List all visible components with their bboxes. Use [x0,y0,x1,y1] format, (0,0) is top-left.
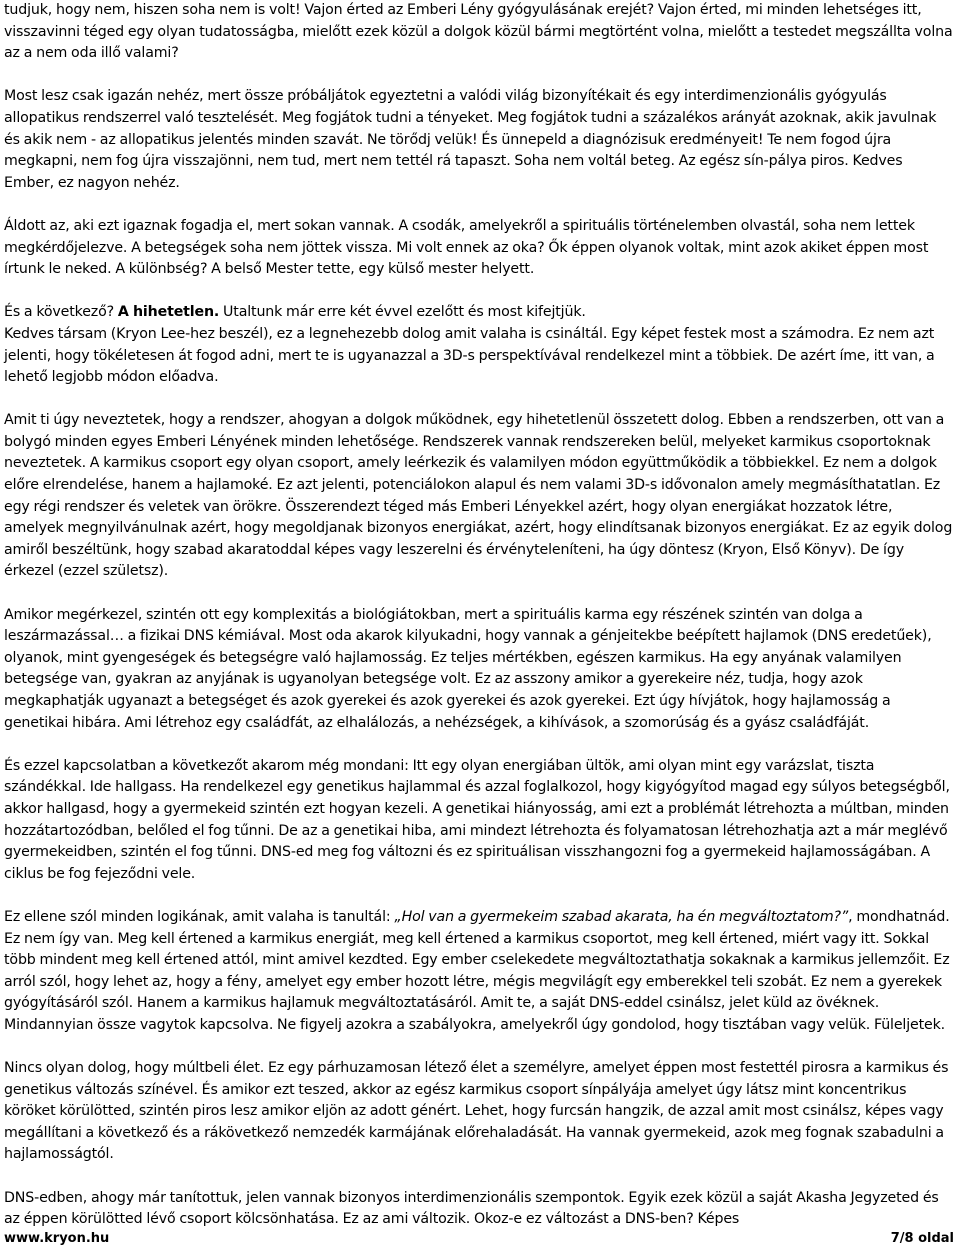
document-page [4,0,954,1252]
paragraph-3: Áldott az, aki ezt igaznak fogadja el, mert sokan vannak. A csodák, amelyekről a spirituális történelemben olvastál, soha nem lettek megkérdőjelezve. A betegségek soha nem jöttek vissza. Mi volt ennek az oka? Ők éppen olyanok voltak, mint azok akiket éppen most írtunk le neked. A különbség? A belső Mester tette, egy külső mester helyett. [4,217,929,278]
paragraph-5: Kedves társam (Kryon Lee-hez beszél), ez a legnehezebb dolog amit valaha is csináltál. Egy képet festek most a számodra. Ez nem azt jelenti, hogy tökéletesen át fogod adni, mert te is ugyanazzal a 3D-s perspektívával rendelkezel mint a többiek. De azért íme, itt van, a lehető legjobb módon előadva. [4,325,935,386]
footer-page-number: 7/8 oldal [890,1230,954,1246]
paragraph-4-lead: És a következő? [4,304,118,321]
paragraph-9-tail: , mondhatnád. Ez nem így van. Meg kell értened a karmikus energiát, meg kell értened a karmikus csoportot, meg kell értened, miért vagy itt. Sokkal több mindent meg kell értened attól, mint amivel kezdted. Egy ember cselekedete megváltoztathatja sokaknak a karmikus jellemzőit. Ez arról szól, hogy lehet az, hogy a fény, amelyet egy ember hozott létre, mégis megvilágít egy emberekkel teli szobát. Ez nem a gyerekek gyógyításáról szól. Hanem a karmikus hajlamuk megváltoztatásáról. Amit te, a saját DNS-eddel csinálsz, jelet küld az övéknek. Mindannyian össze vagytok kapcsolva. Ne figyelj azokra a szabályokra, amelyekről úgy gondolod, hogy tisztában vagy velük. Füleljetek. [4,908,950,1033]
footer-site: www.kryon.hu [4,1230,110,1246]
paragraph-9-lead: Ez ellene szól minden logikának, amit valaha is tanultál: [4,908,395,925]
paragraph-10: Nincs olyan dolog, hogy múltbeli élet. Ez egy párhuzamosan létező élet a személyre, amelyet éppen most festettél pirosra a karmikus és genetikus változás színével. És amikor ezt teszed, akkor az egész karmikus csoport sínpályája amelyet úgy látsz mint koncentrikus köröket körülötted, szintén piros lesz amikor eljön az adott génért. Lehet, hogy furcsán hangzik, de azzal amit most csinálsz, képes vagy megállítani a következő és a rákövetkező nemzedék karmájának előrehaladását. Ha vannak gyermekeid, azok meg fognak szabadulni a hajlamosságtól. [4,1060,949,1163]
paragraph-2: Most lesz csak igazán nehéz, mert össze próbáljátok egyeztetni a valódi világ bizonyítékait és egy interdimenzionális gyógyulás allopatikus rendszerrel való tesztelését. Meg fogjátok tudni a tényeket. Meg fogjátok tudni a százalékos arányát azoknak, akik javulnak és akik nem - az allopatikus jelentés minden szavát. Ne törődj velük! És ünnepeld a diagnózisuk eredményeit! Te nem fogod újra megkapni, nem fog újra visszajönni, nem tud, mert nem tettél rá tapaszt. Soha nem voltál beteg. Az egész sín-pálya piros. Kedves Ember, ez nagyon nehéz. [4,88,937,191]
paragraph-9 [4,907,954,1037]
paragraph-9-quote: „Hol van a gyermekeim szabad akarata, ha én megváltoztatom?” [394,908,849,925]
paragraph-11: DNS-edben, ahogy már tanítottuk, jelen vannak bizonyos interdimenzionális szempontok. Egyik ezek közül a saját Akasha Jegyzeted és az éppen körülötted lévő csoport kölcsönhatása. Ez az ami változik. Okoz-e ez változást a DNS-ben? Képes [4,1189,939,1228]
page-footer [4,1228,954,1248]
paragraph-8: És ezzel kapcsolatban a következőt akarom még mondani: Itt egy olyan energiában ültök, ami olyan mint egy varázslat, tiszta szándékkal. Ide hallgass. Ha rendelkezel egy genetikus hajlammal és azzal foglalkozol, hogy kigyógyítod magad egy súlyos betegségből, akkor hallgasd, hogy a gyermekeid szintén ezt hogyan kezeli. A genetikai hiányosság, ami ezt a problémát létrehozta a múltban, minden hozzátartozódban, belőled el fog tűnni. De az a genetikai hiba, ami mindezt létrehozta és folyamatosan létrehozhatja azt a már meglévő gyermekeidben, szintén el fog tűnni. DNS-ed meg fog változni és ez spirituálisan visszhangozni fog a gyermekeid hajlamosságában. A ciklus be fog fejeződni vele. [4,757,950,882]
paragraph-4 [4,302,954,324]
paragraph-4-tail: Utaltunk már erre két évvel ezelőtt és most kifejtjük. [219,304,586,321]
paragraph-4-bold: A hihetetlen. [117,304,220,321]
paragraph-7: Amikor megérkezel, szintén ott egy komplexitás a biológiátokban, mert a spirituális karma egy részének szintén van dolga a leszármazással… a fizikai DNS kémiával. Most oda akarok kilyukadni, hogy vannak a génjeitekbe beépített hajlamok (DNS eredetűek), olyanok, mint gyengeségek és betegségre való hajlamosság. Ez teljes mértékben, egészen karmikus. Ha egy anyának valamilyen betegsége van, gyakran az anyjának is ugyanolyan betegsége volt. Ez az asszony amikor a gyerekeire néz, tudja, hogy azok megkaphatják ugyanazt a betegséget és azok gyerekei és azok gyerekei és azok gyerekei. Ezt úgy hívjátok, hogy hajlamosság a genetikai hibára. Ami létrehoz egy családfát, az elhalálozás, a nehézségek, a kihívások, a szomorúság és a gyász családfáját. [4,606,932,731]
paragraph-1: tudjuk, hogy nem, hiszen soha nem is volt! Vajon érted az Emberi Lény gyógyulásának erejét? Vajon érted, mi minden lehetséges itt, visszavinni téged egy olyan tudatosságba, mielőtt ezek közül a dolgok közül bármi megtörtént volna, mielőtt a testedet megszállta volna az a nem oda illő valami? [4,2,953,62]
paragraph-6: Amit ti úgy neveztetek, hogy a rendszer, ahogyan a dolgok működnek, egy hihetetlenül összetett dolog. Ebben a rendszerben, ott van a bolygó minden egyes Emberi Lényének minden lehetősége. Rendszerek vannak rendszereken belül, melyeket karmikus csoportoknak neveztetek. A karmikus csoport egy olyan csoport, amely leérkezik és valamilyen módon együttműködik a többiekkel. Ez nem a dolgok előre elrendelése, hanem a hajlamoké. Ez azt jelenti, potenciálokon alapul és nem valami 3D-s idővonalon amely megmásíthatatlan. Ez egy régi rendszer és veletek van örökre. Összerendezt téged más Emberi Lényekkel azért, hogy olyan energiákat hozzatok létre, amelyek megnyilvánulnak azért, hogy megoldjanak bizonyos energiákat, azért, hogy elindítsanak bizonyos energiákat. Ez az egyik dolog amiről beszéltünk, hogy szabad akaratoddal képes vagy leszerelni és érvényteleníteni, ha úgy döntesz (Kryon, Első Könyv). De így érkezel (ezzel születsz). [4,412,953,580]
